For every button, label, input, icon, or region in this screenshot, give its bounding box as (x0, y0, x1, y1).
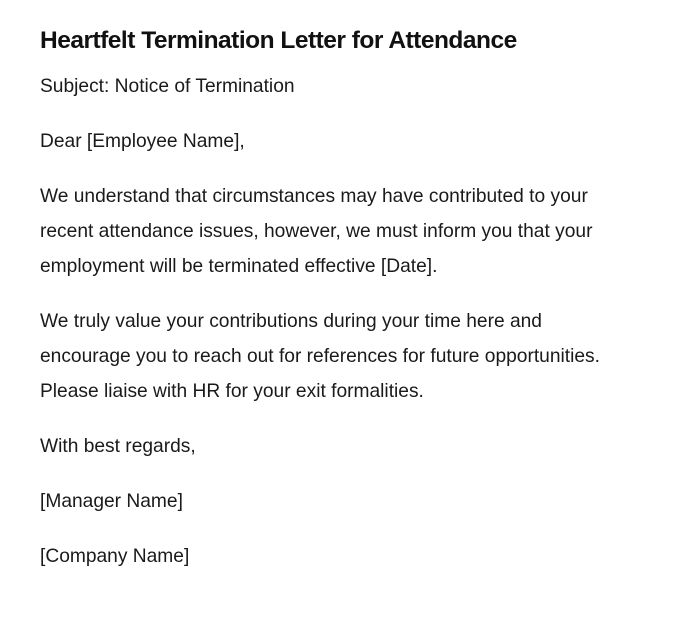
body-paragraph-1: We understand that circumstances may have contributed to your recent attendance issues, however, we must inform you that your employment will be terminated effective [Date]. (40, 186, 593, 277)
salutation: Dear [Employee Name], (40, 131, 245, 152)
closing: With best regards, (40, 436, 196, 457)
body-paragraph-2: We truly value your contributions during your time here and encourage you to reach out for references for future opportunities. Please liaise with HR for your exit formalities. (40, 311, 600, 402)
letter-title: Heartfelt Termination Letter for Attendance (40, 27, 517, 54)
letter-document (40, 24, 640, 594)
subject-line: Subject: Notice of Termination (40, 76, 295, 97)
company-name: [Company Name] (40, 546, 190, 567)
manager-name: [Manager Name] (40, 491, 183, 512)
